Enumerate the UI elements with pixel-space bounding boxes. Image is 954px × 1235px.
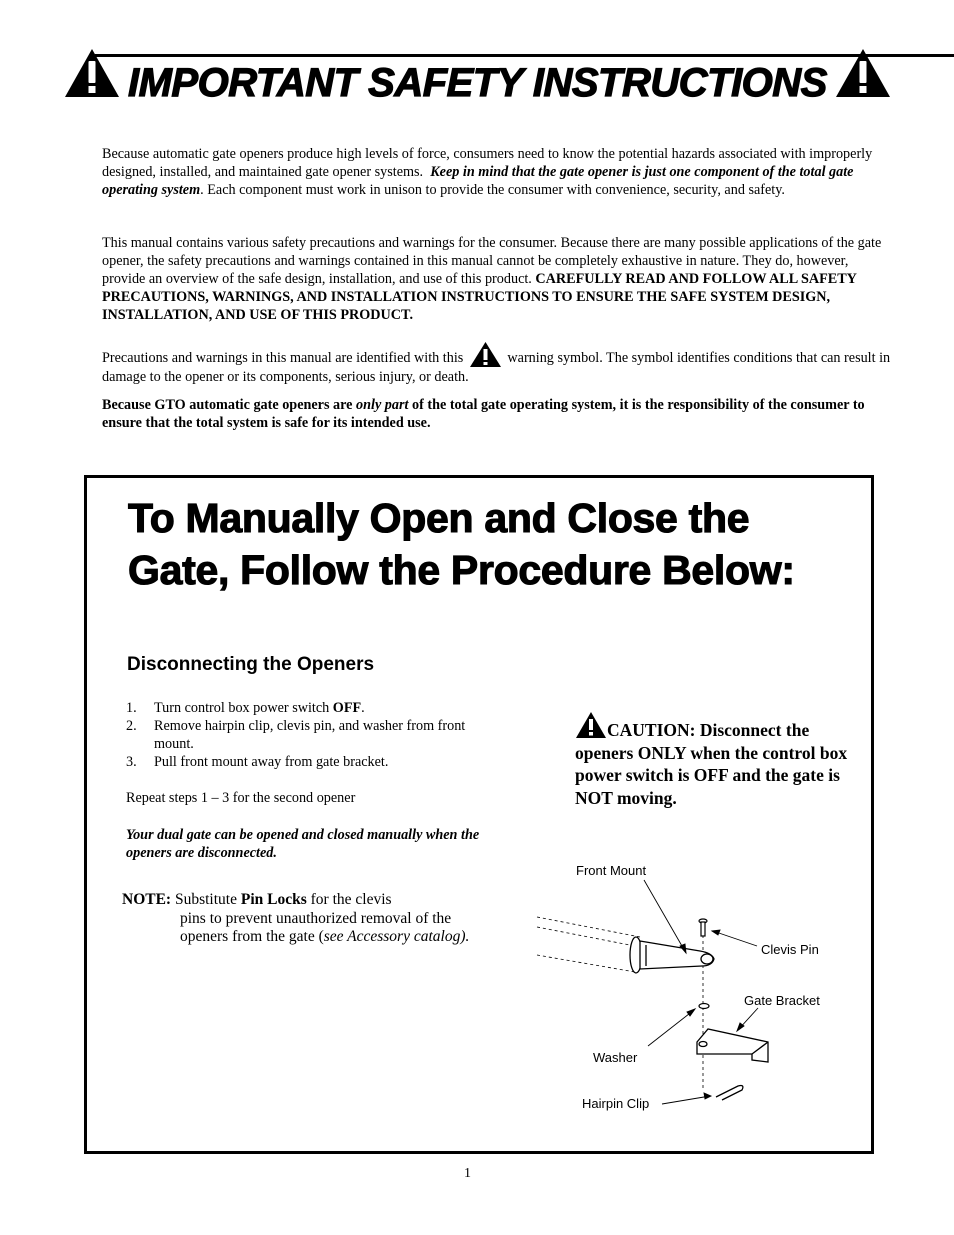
page-title: IMPORTANT SAFETY INSTRUCTIONS <box>128 61 827 105</box>
procedure-subtitle: Disconnecting the Openers <box>127 654 375 675</box>
intro-paragraph-1: Because automatic gate openers produce high levels of force, consumers need to know the potential hazards associated with improperly designed, installed, and maintained gate opener systems. Keep in mind that the gate opener is just one component of the total gate operating system. Each component must work in unison to provide the consumer with convenience, security, and safety. <box>102 146 873 198</box>
repeat-text: Repeat steps 1 – 3 for the second opener <box>126 790 356 806</box>
warning-icon <box>63 47 121 99</box>
front-mount-part <box>630 937 714 973</box>
warning-icon <box>834 47 892 99</box>
header-rule <box>95 54 954 57</box>
gate-bracket-part <box>697 1029 768 1062</box>
note-block: NOTE: Substitute Pin Locks for the clevis pins to prevent unauthorized removal of the openers from the gate (see Accessory catalog). <box>122 891 470 945</box>
washer-part <box>699 1004 709 1009</box>
warning-icon <box>469 341 502 368</box>
list-item: 1. Turn control box power switch OFF. <box>126 700 365 716</box>
steps-list <box>126 699 486 771</box>
washer-label: Washer <box>593 1050 638 1065</box>
clevis-pin-part <box>699 919 707 936</box>
front-mount-label: Front Mount <box>576 863 647 878</box>
hairpin-clip-label: Hairpin Clip <box>582 1096 650 1111</box>
hairpin-clip-part <box>716 1086 743 1101</box>
warning-icon <box>575 711 607 739</box>
clevis-pin-label: Clevis Pin <box>761 942 819 957</box>
intro-paragraph-3: Precautions and warnings in this manual are identified with this warning symbol. The symbol identifies conditions that can result in damage to the opener or its components, serious injury, or death. <box>102 341 892 386</box>
emphasis-text: Keep in mind that the gate opener is just one component of the total gate operating system <box>102 164 854 198</box>
page-number: 1 <box>464 1166 471 1181</box>
caution-text: CAUTION: Disconnect the openers ONLY when the control box power switch is OFF and the gate is NOT moving. <box>575 711 850 809</box>
gate-bracket-label: Gate Bracket <box>744 993 820 1008</box>
list-item: 2. Remove hairpin clip, clevis pin, and washer from front mount. <box>126 718 466 752</box>
intro-paragraph-4: Because GTO automatic gate openers are only part of the total gate operating system, it is the responsibility of the consumer to ensure that the total system is safe for its intended use. <box>102 397 865 431</box>
manual-operation-note: Your dual gate can be opened and closed manually when the openers are disconnected. <box>126 827 480 861</box>
note-label: NOTE: <box>122 891 172 908</box>
procedure-title: To Manually Open and Close the Gate, Follow the Procedure Below: <box>128 495 795 593</box>
carefully-read-text: CAREFULLY READ AND FOLLOW ALL SAFETY PRECAUTIONS, WARNINGS, AND INSTALLATION INSTRUCTIONS TO ENSURE THE SAFE SYSTEM DESIGN, INSTALLATION, AND USE OF THIS PRODUCT. <box>102 271 857 323</box>
disconnect-diagram <box>530 860 850 1120</box>
list-item: 3. Pull front mount away from gate bracket. <box>126 754 389 770</box>
intro-paragraph-2: This manual contains various safety precautions and warnings for the consumer. Because there are many possible applications of the gate opener, the safety precautions and warnings contained in this manual cannot be completely exhaustive in nature. They do, however, provide an overview of the safe design, installation, and use of this product. CAREFULLY READ AND FOLLOW ALL SAFETY PRECAUTIONS, WARNINGS, AND INSTALLATION INSTRUCTIONS TO ENSURE THE SAFE SYSTEM DESIGN, INSTALLATION, AND USE OF THIS PRODUCT. <box>102 235 882 323</box>
